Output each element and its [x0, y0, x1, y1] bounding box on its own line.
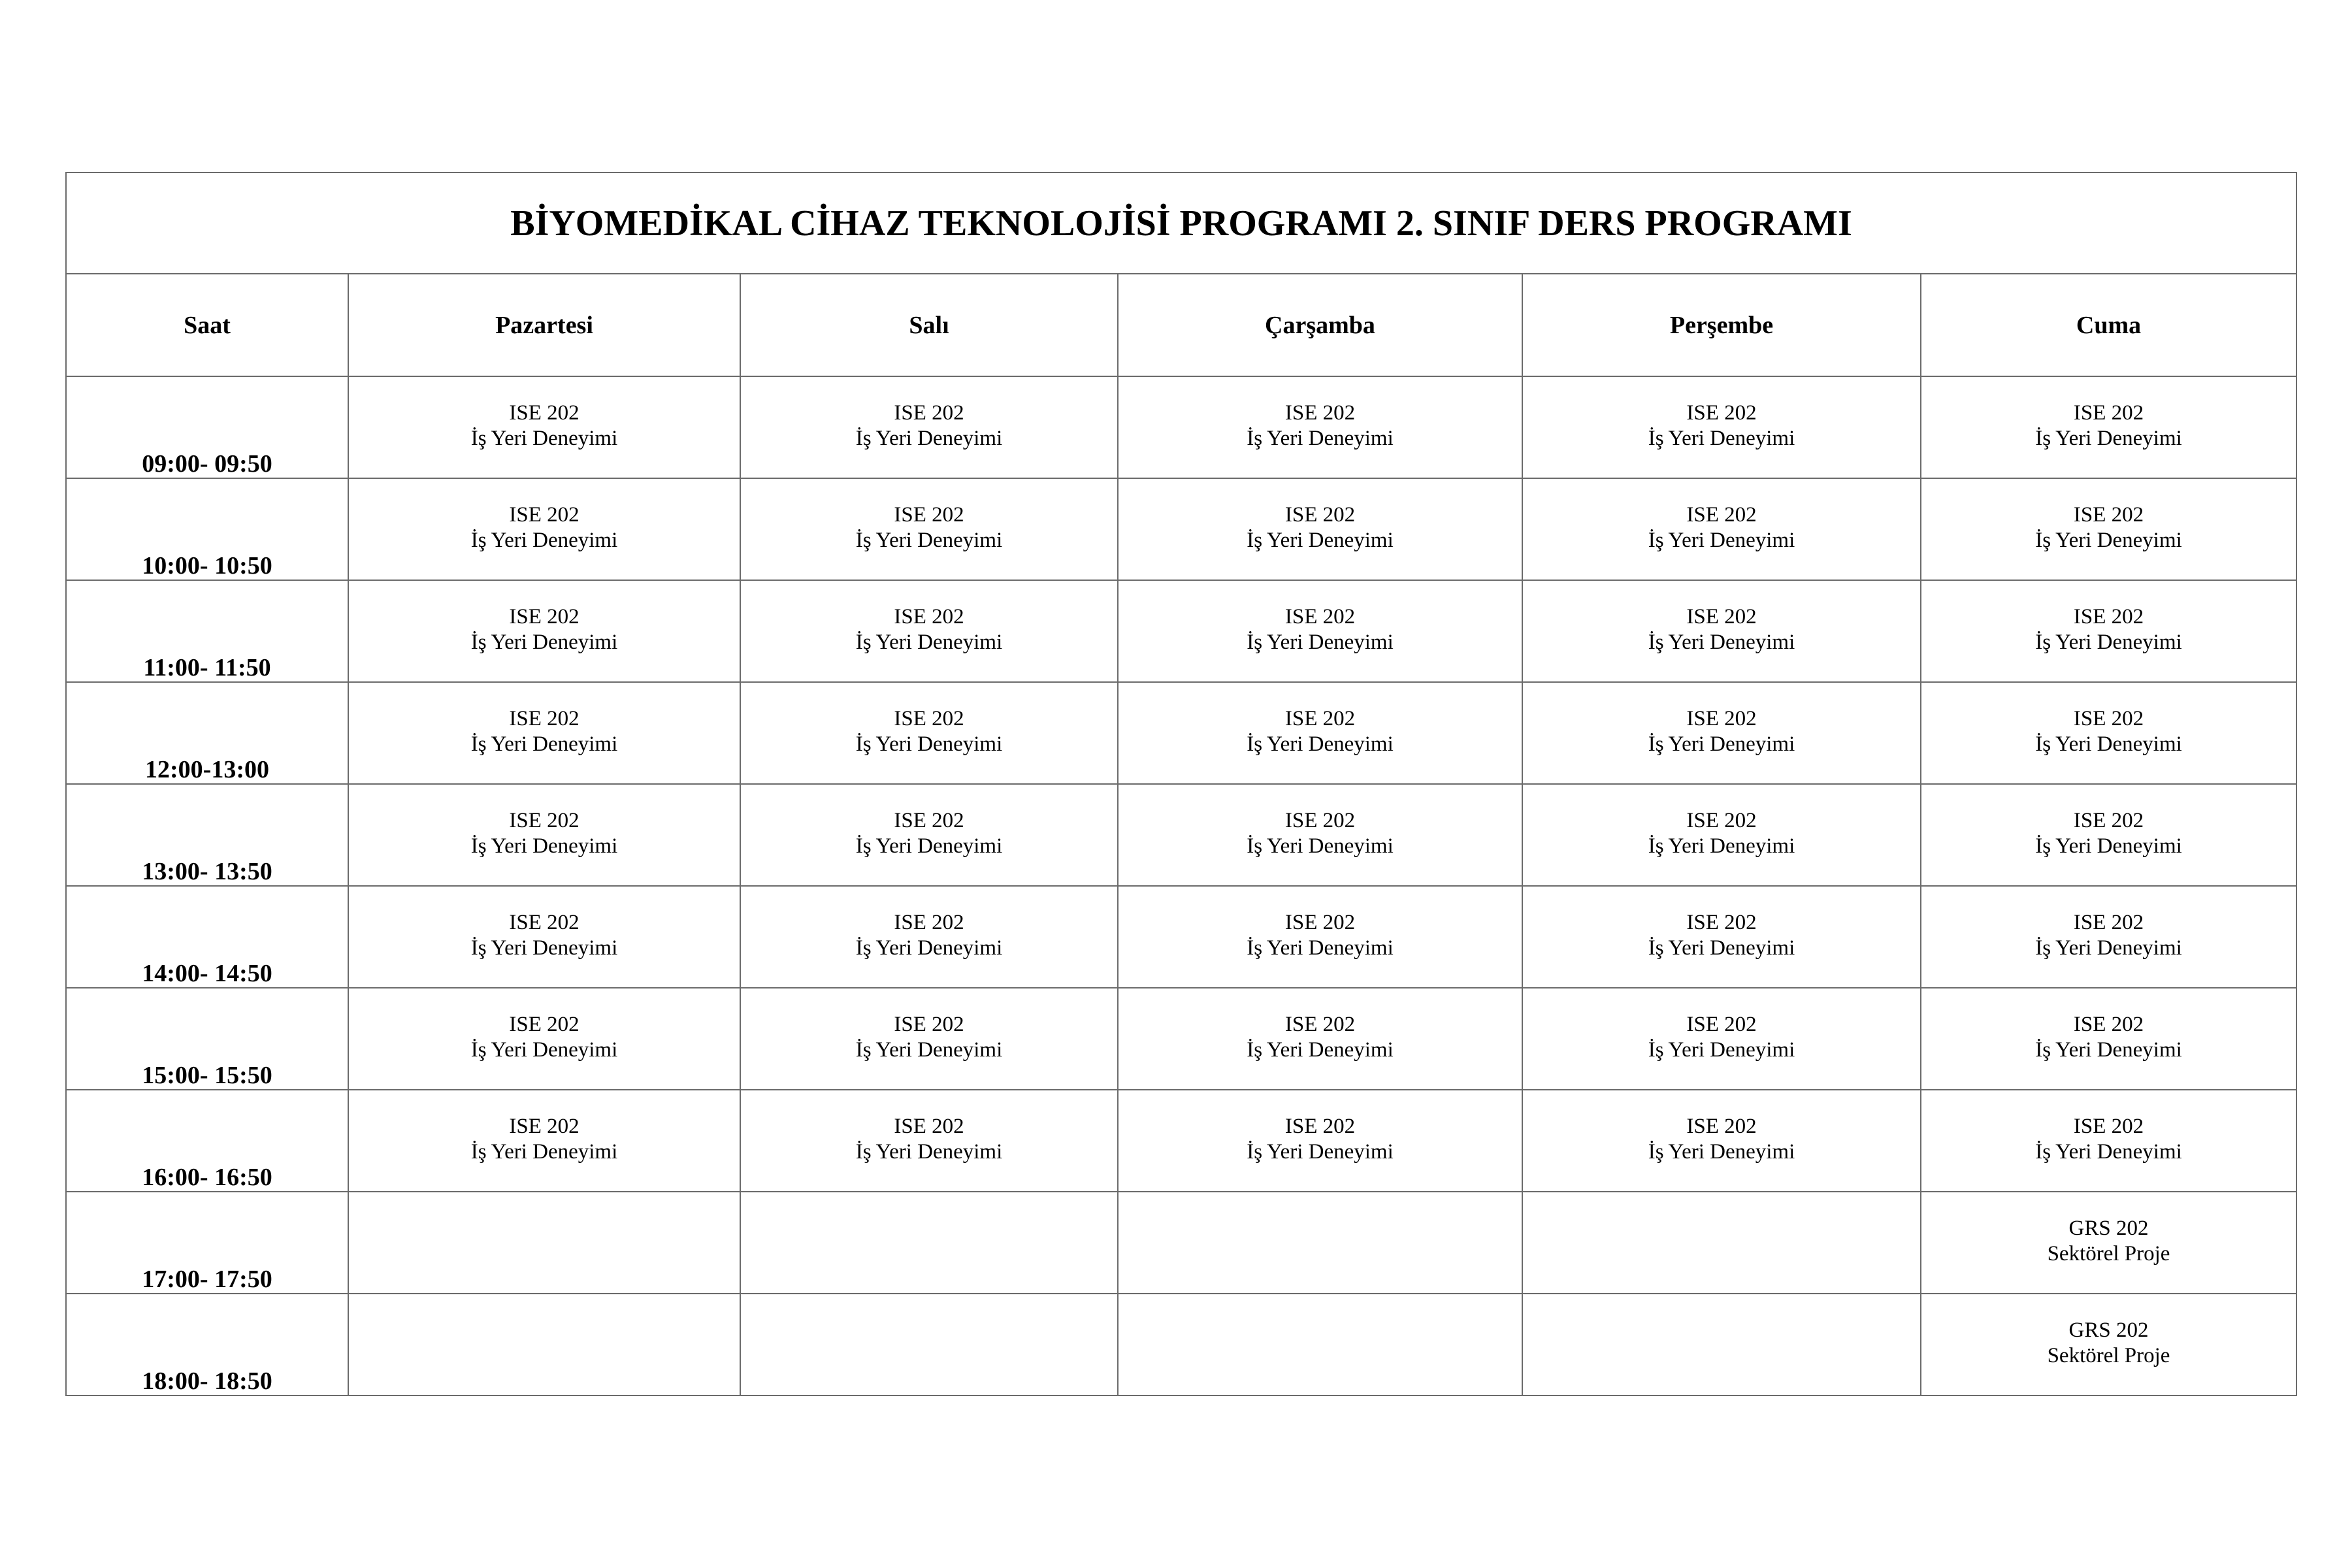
course-code: ISE 202	[1686, 401, 1757, 425]
time-slot-label: 14:00- 14:50	[142, 960, 272, 988]
time-slot-label: 10:00- 10:50	[142, 552, 272, 580]
course-name: İş Yeri Deneyimi	[2035, 529, 2182, 552]
course-name: İş Yeri Deneyimi	[2035, 427, 2182, 450]
course-name: İş Yeri Deneyimi	[1648, 630, 1795, 654]
class-cell-friday	[1921, 376, 2296, 478]
course-name: İş Yeri Deneyimi	[1648, 427, 1795, 450]
class-cell-wednesday	[1118, 376, 1522, 478]
course-name: İş Yeri Deneyimi	[1247, 1038, 1394, 1062]
course-name: İş Yeri Deneyimi	[855, 1140, 1003, 1164]
course-name: İş Yeri Deneyimi	[2035, 732, 2182, 756]
class-cell-friday	[1921, 784, 2296, 886]
schedule-title: BİYOMEDİKAL CİHAZ TEKNOLOJİSİ PROGRAMI 2. SINIF DERS PROGRAMI	[66, 172, 2296, 274]
class-cell-thursday	[1522, 1090, 1921, 1192]
course-code: ISE 202	[1686, 503, 1757, 527]
time-slot-cell	[66, 580, 348, 682]
course-name: İş Yeri Deneyimi	[470, 936, 618, 960]
header-thursday: Perşembe	[1522, 274, 1921, 376]
course-name: İş Yeri Deneyimi	[855, 427, 1003, 450]
header-wednesday: Çarşamba	[1118, 274, 1522, 376]
class-cell-tuesday	[740, 784, 1118, 886]
class-cell-friday	[1921, 478, 2296, 580]
class-cell-wednesday	[1118, 478, 1522, 580]
time-slot-cell	[66, 988, 348, 1090]
course-code: ISE 202	[1284, 401, 1356, 425]
class-cell-monday	[348, 886, 740, 988]
course-name: İş Yeri Deneyimi	[2035, 936, 2182, 960]
class-cell-friday	[1921, 886, 2296, 988]
course-code: ISE 202	[2073, 401, 2144, 425]
course-name: İş Yeri Deneyimi	[1648, 529, 1795, 552]
course-code: ISE 202	[2073, 1013, 2144, 1036]
course-code: ISE 202	[894, 503, 964, 527]
class-cell-monday	[348, 682, 740, 784]
course-name: Sektörel Proje	[2047, 1344, 2170, 1367]
course-name: İş Yeri Deneyimi	[855, 936, 1003, 960]
class-cell-thursday	[1522, 376, 1921, 478]
course-code: ISE 202	[1686, 605, 1757, 629]
course-name: İş Yeri Deneyimi	[855, 630, 1003, 654]
course-name: İş Yeri Deneyimi	[1247, 427, 1394, 450]
course-code: ISE 202	[1284, 911, 1356, 934]
class-cell-monday	[348, 1090, 740, 1192]
course-name: İş Yeri Deneyimi	[1648, 834, 1795, 858]
class-cell-friday	[1921, 580, 2296, 682]
header-tuesday: Salı	[740, 274, 1118, 376]
course-name: İş Yeri Deneyimi	[2035, 630, 2182, 654]
class-cell-wednesday	[1118, 1192, 1522, 1294]
course-code: ISE 202	[894, 911, 964, 934]
course-code: ISE 202	[2073, 707, 2144, 730]
course-code: GRS 202	[2068, 1217, 2149, 1240]
class-cell-monday	[348, 988, 740, 1090]
time-slot-cell	[66, 886, 348, 988]
course-name: İş Yeri Deneyimi	[470, 732, 618, 756]
table-row	[66, 784, 2296, 886]
header-friday: Cuma	[1921, 274, 2296, 376]
time-slot-label: 12:00-13:00	[145, 756, 269, 784]
class-cell-thursday	[1522, 682, 1921, 784]
class-cell-tuesday	[740, 376, 1118, 478]
class-cell-tuesday	[740, 1294, 1118, 1396]
course-name: İş Yeri Deneyimi	[1247, 834, 1394, 858]
course-name: İş Yeri Deneyimi	[470, 1038, 618, 1062]
class-cell-monday	[348, 478, 740, 580]
course-name: İş Yeri Deneyimi	[1247, 936, 1394, 960]
header-row	[66, 274, 2296, 376]
course-name: İş Yeri Deneyimi	[470, 630, 618, 654]
course-code: ISE 202	[894, 809, 964, 832]
class-cell-wednesday	[1118, 784, 1522, 886]
class-cell-monday	[348, 580, 740, 682]
course-name: İş Yeri Deneyimi	[1247, 732, 1394, 756]
course-code: ISE 202	[2073, 503, 2144, 527]
class-cell-thursday	[1522, 1192, 1921, 1294]
course-code: ISE 202	[509, 707, 580, 730]
time-slot-label: 18:00- 18:50	[142, 1367, 272, 1396]
class-cell-tuesday	[740, 1090, 1118, 1192]
class-cell-monday	[348, 1192, 740, 1294]
course-name: İş Yeri Deneyimi	[855, 834, 1003, 858]
course-name: İş Yeri Deneyimi	[855, 1038, 1003, 1062]
class-cell-monday	[348, 1294, 740, 1396]
time-slot-cell	[66, 1192, 348, 1294]
course-code: ISE 202	[1284, 605, 1356, 629]
course-name: İş Yeri Deneyimi	[1648, 936, 1795, 960]
class-cell-tuesday	[740, 682, 1118, 784]
schedule-table	[65, 172, 2297, 1396]
time-slot-label: 16:00- 16:50	[142, 1164, 272, 1192]
class-cell-friday	[1921, 682, 2296, 784]
course-code: ISE 202	[509, 809, 580, 832]
class-cell-thursday	[1522, 784, 1921, 886]
course-code: ISE 202	[509, 605, 580, 629]
course-code: ISE 202	[894, 605, 964, 629]
table-row	[66, 580, 2296, 682]
class-cell-monday	[348, 376, 740, 478]
course-name: İş Yeri Deneyimi	[470, 427, 618, 450]
time-slot-label: 09:00- 09:50	[142, 450, 272, 478]
time-slot-cell	[66, 376, 348, 478]
course-name: İş Yeri Deneyimi	[1648, 732, 1795, 756]
course-name: İş Yeri Deneyimi	[855, 529, 1003, 552]
table-row	[66, 988, 2296, 1090]
class-cell-wednesday	[1118, 1090, 1522, 1192]
course-name: İş Yeri Deneyimi	[470, 1140, 618, 1164]
course-code: ISE 202	[1686, 809, 1757, 832]
schedule-body	[66, 376, 2296, 1396]
time-slot-cell	[66, 1294, 348, 1396]
class-cell-thursday	[1522, 580, 1921, 682]
table-row	[66, 376, 2296, 478]
class-cell-thursday	[1522, 478, 1921, 580]
table-row	[66, 1192, 2296, 1294]
class-cell-wednesday	[1118, 988, 1522, 1090]
course-name: Sektörel Proje	[2047, 1242, 2170, 1266]
class-cell-friday	[1921, 988, 2296, 1090]
time-slot-label: 13:00- 13:50	[142, 858, 272, 886]
course-name: İş Yeri Deneyimi	[1247, 630, 1394, 654]
header-time: Saat	[66, 274, 348, 376]
class-cell-tuesday	[740, 1192, 1118, 1294]
course-code: ISE 202	[1686, 911, 1757, 934]
course-code: ISE 202	[894, 707, 964, 730]
course-code: ISE 202	[1284, 707, 1356, 730]
course-code: ISE 202	[1284, 809, 1356, 832]
table-row	[66, 478, 2296, 580]
class-cell-tuesday	[740, 580, 1118, 682]
header-monday: Pazartesi	[348, 274, 740, 376]
course-code: ISE 202	[509, 401, 580, 425]
course-code: ISE 202	[1686, 1115, 1757, 1138]
course-name: İş Yeri Deneyimi	[1648, 1140, 1795, 1164]
class-cell-wednesday	[1118, 682, 1522, 784]
time-slot-cell	[66, 784, 348, 886]
class-cell-wednesday	[1118, 886, 1522, 988]
class-cell-thursday	[1522, 886, 1921, 988]
class-cell-tuesday	[740, 478, 1118, 580]
course-code: ISE 202	[1284, 1013, 1356, 1036]
course-code: ISE 202	[509, 1013, 580, 1036]
table-row	[66, 886, 2296, 988]
course-code: ISE 202	[894, 1115, 964, 1138]
time-slot-label: 11:00- 11:50	[143, 654, 271, 682]
course-name: İş Yeri Deneyimi	[470, 529, 618, 552]
class-cell-friday	[1921, 1192, 2296, 1294]
class-cell-tuesday	[740, 988, 1118, 1090]
course-name: İş Yeri Deneyimi	[1247, 1140, 1394, 1164]
course-code: GRS 202	[2068, 1318, 2149, 1342]
course-code: ISE 202	[509, 503, 580, 527]
course-code: ISE 202	[894, 1013, 964, 1036]
course-name: İş Yeri Deneyimi	[855, 732, 1003, 756]
course-code: ISE 202	[1284, 1115, 1356, 1138]
course-code: ISE 202	[1284, 503, 1356, 527]
course-code: ISE 202	[2073, 1115, 2144, 1138]
course-name: İş Yeri Deneyimi	[470, 834, 618, 858]
course-code: ISE 202	[2073, 911, 2144, 934]
table-row	[66, 1090, 2296, 1192]
course-code: ISE 202	[894, 401, 964, 425]
course-code: ISE 202	[2073, 605, 2144, 629]
table-row	[66, 682, 2296, 784]
course-code: ISE 202	[509, 1115, 580, 1138]
time-slot-cell	[66, 682, 348, 784]
course-name: İş Yeri Deneyimi	[2035, 1038, 2182, 1062]
class-cell-monday	[348, 784, 740, 886]
time-slot-label: 15:00- 15:50	[142, 1062, 272, 1090]
class-cell-thursday	[1522, 988, 1921, 1090]
course-name: İş Yeri Deneyimi	[2035, 1140, 2182, 1164]
course-name: İş Yeri Deneyimi	[1648, 1038, 1795, 1062]
class-cell-wednesday	[1118, 1294, 1522, 1396]
time-slot-cell	[66, 1090, 348, 1192]
class-cell-tuesday	[740, 886, 1118, 988]
time-slot-cell	[66, 478, 348, 580]
class-cell-friday	[1921, 1294, 2296, 1396]
course-name: İş Yeri Deneyimi	[2035, 834, 2182, 858]
course-code: ISE 202	[1686, 1013, 1757, 1036]
class-cell-wednesday	[1118, 580, 1522, 682]
course-name: İş Yeri Deneyimi	[1247, 529, 1394, 552]
course-code: ISE 202	[509, 911, 580, 934]
class-cell-friday	[1921, 1090, 2296, 1192]
table-row	[66, 1294, 2296, 1396]
class-cell-thursday	[1522, 1294, 1921, 1396]
course-code: ISE 202	[2073, 809, 2144, 832]
time-slot-label: 17:00- 17:50	[142, 1266, 272, 1294]
course-code: ISE 202	[1686, 707, 1757, 730]
